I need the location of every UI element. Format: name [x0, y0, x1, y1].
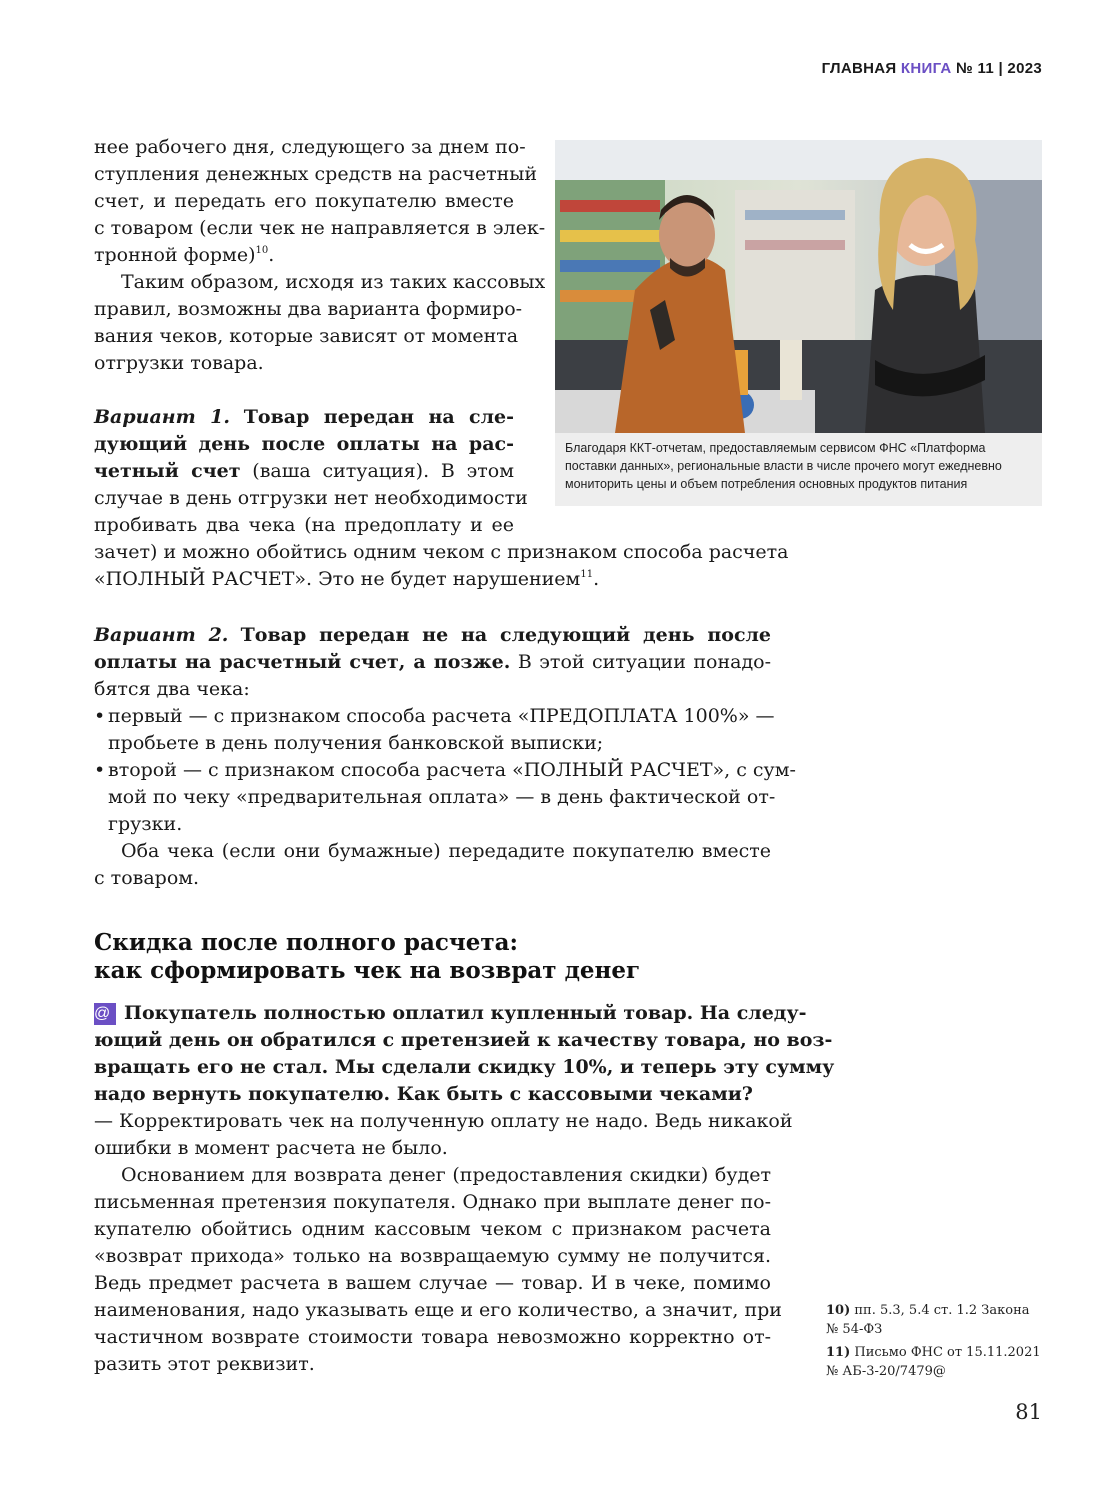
text-line: бятся два чека: — [94, 678, 250, 700]
text-line-content: (ваша ситуация). В этом — [252, 460, 514, 482]
variant-2-block — [94, 622, 796, 892]
text-line: надо вернуть покупателю. Как быть с кассовыми чеками? — [94, 1083, 753, 1105]
text-line: вания чеков, которые зависят от момента — [94, 325, 519, 347]
footnote-ref: 11 — [580, 569, 594, 580]
section-title-line: как сформировать чек на возврат денег — [94, 957, 641, 984]
variant-heading: дующий день после оплаты на рас- — [94, 433, 514, 455]
bullet-marker: • — [94, 759, 106, 781]
text-line: второй — с признаком способа расчета «ПОЛНЫЙ РАСЧЕТ», с сум- — [108, 759, 796, 781]
running-header — [780, 60, 1042, 77]
text-line: нее рабочего дня, следующего за днем по- — [94, 136, 526, 158]
text-line: купателю обойтись одним кассовым чеком с признаком расчета — [94, 1218, 771, 1240]
text-line: первый — с признаком способа расчета «ПРЕДОПЛАТА 100%» — — [108, 705, 775, 727]
answer-text — [94, 1108, 793, 1378]
photo-caption — [555, 433, 1042, 506]
text-line: письменная претензия покупателя. Однако при выплате денег по- — [94, 1191, 771, 1213]
text-line: Таким образом, исходя из таких кассовых — [121, 271, 546, 293]
text-line — [94, 458, 514, 485]
text-line: случае в день отгрузки нет необходимости — [94, 487, 528, 509]
variant-heading: оплаты на расчетный счет, а позже. — [94, 651, 511, 673]
footnote-ref: 10 — [255, 245, 269, 256]
text-line: ошибки в момент расчета не было. — [94, 1137, 448, 1159]
text-line-content: Покупатель полностью оплатил купленный товар. На следу- — [124, 1002, 807, 1024]
supermarket-photo — [555, 140, 1042, 433]
reader-question — [94, 1000, 835, 1108]
variant-1-continued — [94, 539, 789, 593]
text-line — [94, 404, 514, 431]
footnote-text: Письмо ФНС от 15.11.2021 — [854, 1345, 1041, 1360]
bullet-item — [94, 703, 775, 757]
text-line-content: тронной форме) — [94, 244, 256, 266]
variant-heading: четный счет — [94, 460, 241, 482]
text-line: ющий день он обратился с претензией к качеству товара, но воз- — [94, 1029, 833, 1051]
header-issue: № 11 | 2023 — [956, 60, 1042, 77]
text-line: с товаром. — [94, 867, 200, 889]
text-line: отгрузки товара. — [94, 352, 264, 374]
header-title: ГЛАВНАЯ — [821, 60, 897, 77]
section-title — [94, 929, 640, 985]
photo-illustration — [555, 140, 1042, 433]
text-line — [94, 1000, 807, 1027]
text-line: «возврат прихода» только на возвращаемую сумму не получится. — [94, 1245, 771, 1267]
text-line: тронной форме)$^{10}$. — [94, 244, 275, 266]
text-line: вращать его не стал. Мы сделали скидку 10%, и теперь эту сумму — [94, 1056, 835, 1078]
bullet-marker: • — [94, 705, 106, 727]
footnote-number: 10) — [826, 1303, 851, 1318]
variant-1-block — [94, 404, 528, 539]
text-line — [94, 622, 771, 649]
text-line — [94, 649, 771, 676]
page-number: 81 — [1015, 1400, 1042, 1424]
variant-heading: Товар передан не на следующий день после — [240, 624, 772, 646]
text-line: Основанием для возврата денег (предоставления скидки) будет — [121, 1164, 771, 1186]
caption-line: мониторить цены и объем потребления основных продуктов питания — [565, 477, 968, 491]
text-line: ступления денежных средств на расчетный — [94, 163, 538, 185]
footnote-number: 11) — [826, 1345, 851, 1360]
text-line: мой по чеку «предварительная оплата» — в день фактической от- — [108, 786, 776, 808]
variant-label: Вариант 2. — [94, 624, 229, 646]
caption-line: поставки данных», региональные власти в числе прочего могут ежедневно — [565, 459, 1002, 473]
text-line: «ПОЛНЫЙ РАСЧЕТ». Это не будет нарушением$^{11}$. — [94, 568, 600, 590]
text-line: пробьете в день получения банковской выписки; — [108, 732, 604, 754]
caption-line: Благодаря ККТ-отчетам, предоставляемым сервисом ФНС «Платформа — [565, 441, 986, 455]
text-line: грузки. — [108, 813, 183, 835]
section-title-line: Скидка после полного расчета: — [94, 929, 518, 956]
header-title-accent: КНИГА — [900, 60, 952, 77]
variant-label: Вариант 1. — [94, 406, 230, 428]
text-line: счет, и передать его покупателю вместе — [94, 190, 514, 212]
variant-heading: Товар передан на сле- — [243, 406, 514, 428]
footnote — [826, 1301, 1056, 1320]
footnote — [826, 1343, 1056, 1362]
footnotes — [826, 1301, 1056, 1381]
footnote-text: пп. 5.3, 5.4 ст. 1.2 Закона — [854, 1303, 1030, 1318]
intro-paragraph — [94, 134, 546, 377]
text-line: Оба чека (если они бумажные) передадите покупателю вместе — [121, 840, 771, 862]
text-line: правил, возможны два варианта формиро- — [94, 298, 523, 320]
bullet-item — [94, 757, 796, 838]
text-line: — Корректировать чек на полученную оплату не надо. Ведь никакой — [94, 1110, 793, 1132]
text-line: частичном возврате стоимости товара невозможно корректно от- — [94, 1326, 771, 1348]
text-line: Ведь предмет расчета в вашем случае — товар. И в чеке, помимо — [94, 1272, 771, 1294]
text-line: с товаром (если чек не направляется в элек- — [94, 217, 546, 239]
text-line: зачет) и можно обойтись одним чеком с признаком способа расчета — [94, 541, 789, 563]
footnote-text: № АБ-3-20/7479@ — [826, 1364, 946, 1379]
text-line: разить этот реквизит. — [94, 1353, 315, 1375]
text-line: пробивать два чека (на предоплату и ее — [94, 514, 514, 536]
at-sign-icon: @ — [94, 1003, 116, 1025]
footnote-text: № 54-ФЗ — [826, 1322, 883, 1337]
text-line-content: В этой ситуации понадо- — [517, 651, 772, 673]
text-line: наименования, надо указывать еще и его количество, а значит, при — [94, 1299, 782, 1321]
text-line-content: «ПОЛНЫЙ РАСЧЕТ». Это не будет нарушением — [94, 568, 581, 590]
